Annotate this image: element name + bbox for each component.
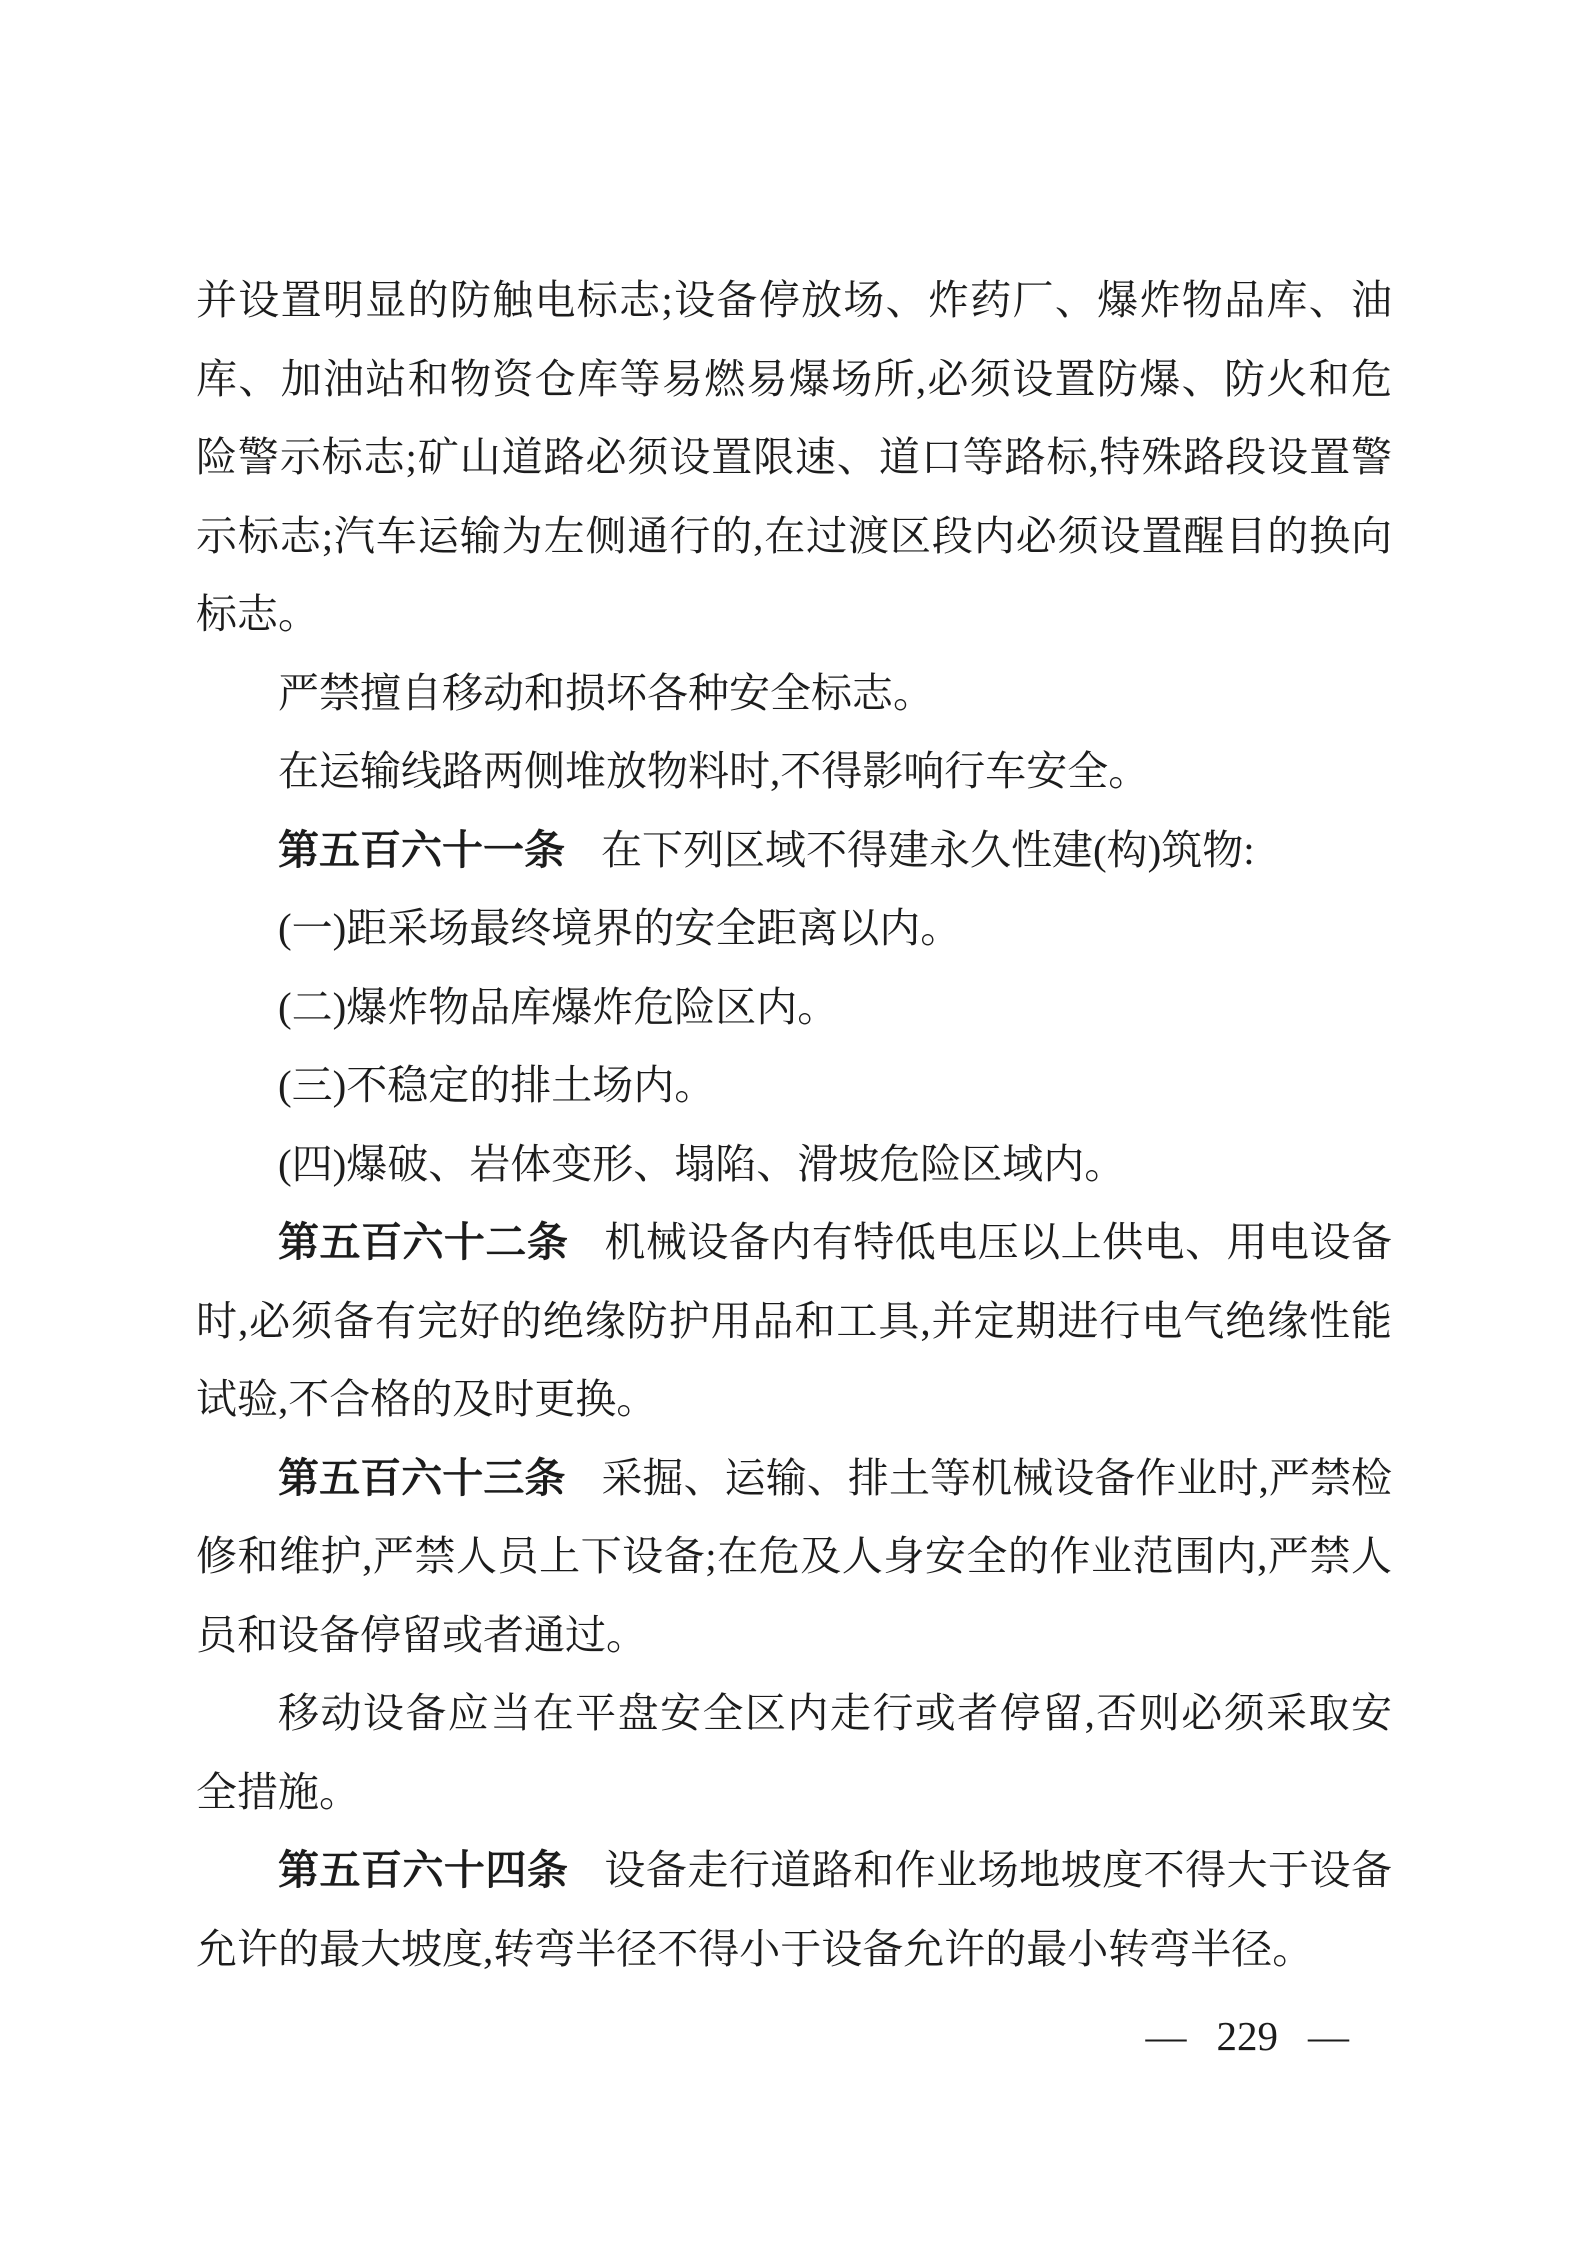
paragraph-text: 设备走行道路和作业场地坡度不得大于设备允许的最大坡度,转弯半径不得小于设备允许的最小转弯半径。 — [196, 1847, 1392, 1972]
paragraph-article-563 — [196, 1439, 1392, 1675]
article-number: 第五百六十三条 — [278, 1454, 566, 1501]
paragraph-text: (一)距采场最终境界的安全距离以内。 — [278, 905, 962, 951]
paragraph-text: 严禁擅自移动和损坏各种安全标志。 — [278, 669, 934, 716]
article-number: 第五百六十一条 — [278, 826, 565, 873]
list-item — [196, 1046, 1392, 1125]
paragraph-text: (四)爆破、岩体变形、塌陷、滑坡危险区域内。 — [278, 1140, 1126, 1187]
page-number: 229 — [1216, 2013, 1278, 2059]
paragraph-text: (三)不稳定的排土场内。 — [278, 1062, 716, 1108]
paragraph-text: 采掘、运输、排土等机械设备作业时,严禁检修和维护,严禁人员上下设备;在危及人身安全的作业范围内,严禁人员和设备停留或者通过。 — [196, 1454, 1393, 1658]
footer-dash-left: — — [1145, 2013, 1187, 2059]
paragraph-text: 在运输线路两侧堆放物料时,不得影响行车安全。 — [278, 748, 1150, 794]
footer-dash-right: — — [1308, 2013, 1349, 2059]
page-footer — [1146, 2012, 1350, 2060]
paragraph-text: 机械设备内有特低电压以上供电、用电设备时,必须备有完好的绝缘防护用品和工具,并定期进行电气绝缘性能试验,不合格的及时更换。 — [196, 1219, 1392, 1422]
paragraph — [196, 261, 1392, 654]
paragraph-text: 在下列区域不得建永久性建(构)筑物: — [601, 826, 1255, 873]
paragraph-text: 移动设备应当在平盘安全区内走行或者停留,否则必须采取安全措施。 — [196, 1690, 1392, 1815]
list-item — [196, 968, 1392, 1047]
list-item — [196, 889, 1392, 968]
paragraph-article-561 — [196, 811, 1392, 890]
paragraph-text: (二)爆炸物品库爆炸危险区内。 — [278, 983, 839, 1030]
paragraph-article-562 — [196, 1203, 1392, 1439]
paragraph-article-564 — [196, 1831, 1392, 1988]
paragraph-text: 并设置明显的防触电标志;设备停放场、炸药厂、爆炸物品库、油库、加油站和物资仓库等易燃易爆场所,必须设置防爆、防火和危险警示标志;矿山道路必须设置限速、道口等路标,特殊路段设置警示标志;汽车运输为左侧通行的,在过渡区段内必须设置醒目的换向标志。 — [196, 277, 1392, 637]
article-number: 第五百六十二条 — [278, 1219, 569, 1265]
paragraph — [196, 732, 1392, 811]
document-body — [196, 261, 1392, 1988]
article-number: 第五百六十四条 — [278, 1847, 569, 1893]
list-item — [196, 1125, 1392, 1204]
paragraph — [196, 654, 1392, 733]
paragraph — [196, 1674, 1392, 1831]
